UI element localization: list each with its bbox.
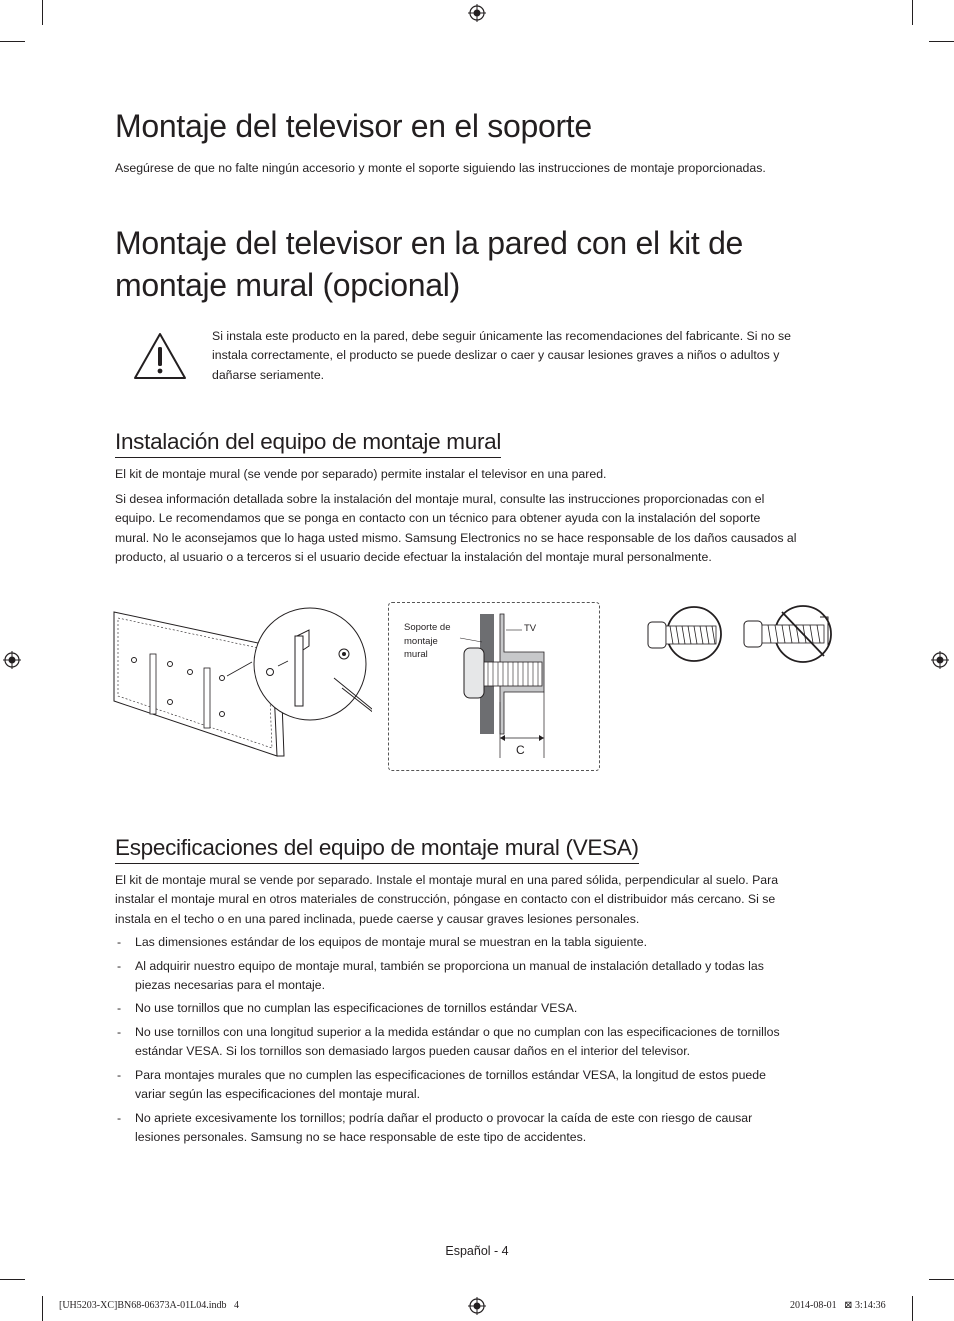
stand-section-title: Montaje del televisor en el soporte (115, 108, 592, 144)
list-item: - No use tornillos que no cumplan las especificaciones de tornillos estándar VESA. (115, 999, 845, 1018)
bullet-line: Para montajes murales que no cumplen las especificaciones de tornillos estándar VESA, la longitud de estos puede (135, 1067, 766, 1082)
vesa-section-title: Especificaciones del equipo de montaje mural (VESA) (115, 834, 639, 864)
label-soporte (404, 621, 450, 662)
bullet-line: No use tornillos con una longitud superior a la medida estándar o que no cumplan con las especificaciones de tornillos (135, 1025, 780, 1040)
screw-correct-icon (646, 604, 722, 664)
wall-title-line: montaje mural (opcional) (115, 267, 460, 303)
page-number: Español - 4 (445, 1244, 509, 1258)
trim-mark (912, 1296, 913, 1321)
bracket-label-line: Soporte de (404, 622, 451, 633)
paragraph-line: instalar el montaje mural en otros materiales de construcción, póngase en contacto con el distribuidor más cercano. Si se (115, 892, 776, 907)
registration-mark-icon (468, 1297, 486, 1315)
list-item: - No apriete excesivamente los tornillos; podría dañar el producto o provocar la caída de este con riesgo de causar lesiones personales. Samsung no se hace responsable de este tipo de accidentes. (115, 1109, 845, 1148)
warning-line: instala correctamente, el producto se puede deslizar o caer y causar lesiones graves a niños o adultos y (212, 348, 780, 363)
install-heading-wrap (115, 428, 501, 458)
registration-mark-icon (3, 651, 21, 669)
paragraph-line: El kit de montaje mural se vende por separado. Instale el montaje mural en una pared sólida, perpendicular al suelo. Para (115, 873, 779, 887)
list-item: - Para montajes murales que no cumplen las especificaciones de tornillos estándar VESA, la longitud de estos puede variar según las especificaciones del montaje mural. (115, 1066, 845, 1105)
list-item: - No use tornillos con una longitud superior a la medida estándar o que no cumplan con las especificaciones de tornillos estándar VESA. Si los tornillos son demasiado largos pueden causar daños en el interior del televisor. (115, 1023, 845, 1062)
install-paragraph-2 (115, 490, 845, 567)
wall-warning-text (212, 327, 832, 385)
registration-mark-icon (931, 651, 949, 669)
trim-mark (0, 41, 25, 42)
paragraph-line: producto, al usuario o a terceros si el usuario decide efectuar la instalación del montaje mural personalmente. (115, 549, 712, 564)
bullet-line: No apriete excesivamente los tornillos; podría dañar el producto o provocar la caída de este con riesgo de causar (135, 1110, 753, 1125)
trim-mark (42, 0, 43, 25)
paragraph-line: mural. No le aconsejamos que lo haga usted mismo. Samsung Electronics no se hace responsable de los daños causados al (115, 530, 797, 545)
list-item: - Las dimensiones estándar de los equipos de montaje mural se muestran en la tabla siguiente. (115, 933, 845, 952)
trim-mark (912, 0, 913, 25)
registration-mark-icon (468, 4, 486, 22)
trim-mark (0, 1279, 25, 1280)
paragraph-line: Si desea información detallada sobre la instalación del montaje mural, consulte las instrucciones proporcionadas con el (115, 492, 765, 506)
tv-back-wall-mount-illustration (112, 606, 372, 766)
wall-title-line: Montaje del televisor en la pared con el kit de (115, 225, 744, 261)
bullet-line: estándar VESA. Si los tornillos son demasiado largos pueden causar daños en el interior del televisor. (135, 1044, 691, 1059)
file-name: [UH5203-XC]BN68-06373A-01L04.indb 4 (59, 1300, 239, 1311)
trim-mark (929, 41, 954, 42)
bracket-label-line: montaje (404, 635, 438, 647)
trim-mark (42, 1296, 43, 1321)
bracket-label-line: mural (404, 649, 428, 660)
label-c: C (516, 743, 525, 757)
paragraph-line: instala en el techo o en una pared inclinada, puede caerse y causar graves lesiones personales. (115, 911, 640, 926)
bullet-line: variar según las especificaciones del montaje mural. (135, 1087, 421, 1102)
list-item: - Al adquirir nuestro equipo de montaje mural, también se proporciona un manual de instalación detallado y todas las piezas necesarias para el montaje. (115, 957, 845, 996)
wall-section-title (115, 223, 743, 305)
label-tv: TV (524, 623, 537, 634)
vesa-bullet-list (115, 933, 845, 1152)
warning-triangle-icon (132, 331, 188, 381)
bullet-line: Al adquirir nuestro equipo de montaje mural, también se proporciona un manual de instalación detallado y todas las (135, 958, 764, 973)
install-section-title: Instalación del equipo de montaje mural (115, 428, 501, 458)
vesa-paragraph (115, 871, 845, 929)
stand-intro-text: Asegúrese de que no falte ningún accesorio y monte el soporte siguiendo las instrucciones de montaje proporcionadas. (115, 161, 766, 175)
warning-line: dañarse seriamente. (212, 367, 325, 382)
install-paragraph-1: El kit de montaje mural (se vende por separado) permite instalar el televisor en una pared. (115, 467, 607, 481)
warning-line: Si instala este producto en la pared, debe seguir únicamente las recomendaciones del fabricante. Si no se (212, 329, 791, 343)
bullet-line: piezas necesarias para el montaje. (135, 977, 326, 992)
print-timestamp: 2014-08-01 ⊠ 3:14:36 (790, 1300, 886, 1311)
vesa-heading-wrap (115, 834, 639, 864)
paragraph-line: equipo. Le recomendamos que se ponga en contacto con un técnico para obtener ayuda con la instalación del soporte (115, 511, 761, 526)
screw-incorrect-icon (742, 603, 834, 665)
bullet-line: No use tornillos que no cumplan las especificaciones de tornillos estándar VESA. (135, 1001, 578, 1016)
trim-mark (929, 1279, 954, 1280)
bullet-line: Las dimensiones estándar de los equipos de montaje mural se muestran en la tabla siguiente. (135, 935, 647, 949)
bullet-line: lesiones personales. Samsung no se hace responsable de este tipo de accidentes. (135, 1130, 587, 1145)
